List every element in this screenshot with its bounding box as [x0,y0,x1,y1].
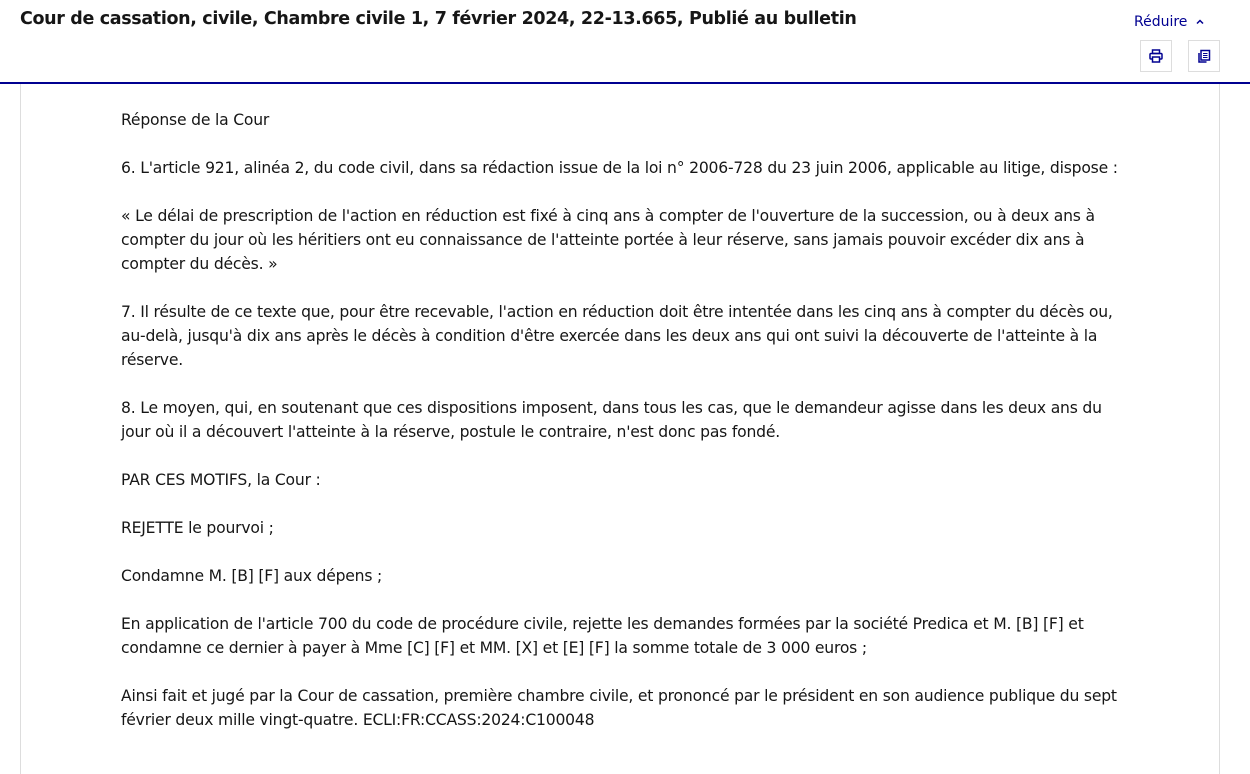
printer-icon [1148,48,1164,64]
ruling: Condamne M. [B] [F] aux dépens ; [121,567,383,585]
copy-button[interactable] [1188,40,1220,72]
paragraph: 8. Le moyen, qui, en soutenant que ces dispositions imposent, dans tous les cas, que le demandeur agisse dans les deux ans du jour où il a découvert l'atteinte à la réserve, postule le contraire, n'est donc pas fondé. [121,399,1102,441]
closing-statement: Ainsi fait et jugé par la Cour de cassation, première chambre civile, et prononcé par le président en son audience publique du sept février deux mille vingt-quatre. ECLI:FR:CCASS:2024:C100048 [121,687,1117,729]
print-button[interactable] [1140,40,1172,72]
page-title: Cour de cassation, civile, Chambre civile 1, 7 février 2024, 22-13.665, Publié au bulletin [20,9,857,29]
reduce-label: Réduire [1134,14,1188,30]
paragraph: 7. Il résulte de ce texte que, pour être recevable, l'action en réduction doit être intentée dans les cinq ans à compter du décès ou, au-delà, jusqu'à dix ans après le décès à condition d'être exercée dans les deux ans qui ont suivi la découverte de l'atteinte à la réserve. [121,303,1113,369]
paragraph: 6. L'article 921, alinéa 2, du code civil, dans sa rédaction issue de la loi n° 2006-728 du 23 juin 2006, applicable au litige, dispose : [121,159,1118,177]
decision-text [121,108,1121,756]
section-heading: Réponse de la Cour [121,111,270,129]
reduce-button[interactable] [1134,14,1205,30]
decision-header [0,0,1250,84]
copy-icon [1196,48,1212,64]
ruling: En application de l'article 700 du code de procédure civile, rejette les demandes formées par la société Predica et M. [B] [F] et condamne ce dernier à payer à Mme [C] [F] et MM. [X] et [E] [F] la somme totale de 3 000 euros ; [121,615,1084,657]
quoted-article: « Le délai de prescription de l'action en réduction est fixé à cinq ans à compter de l'ouverture de la succession, ou à deux ans à compter du jour où les héritiers ont eu connaissance de l'atteinte portée à leur réserve, sans jamais pouvoir excéder dix ans à compter du décès. » [121,207,1095,273]
operative-heading: PAR CES MOTIFS, la Cour : [121,471,321,489]
chevron-up-icon [1195,17,1205,27]
ruling: REJETTE le pourvoi ; [121,519,274,537]
